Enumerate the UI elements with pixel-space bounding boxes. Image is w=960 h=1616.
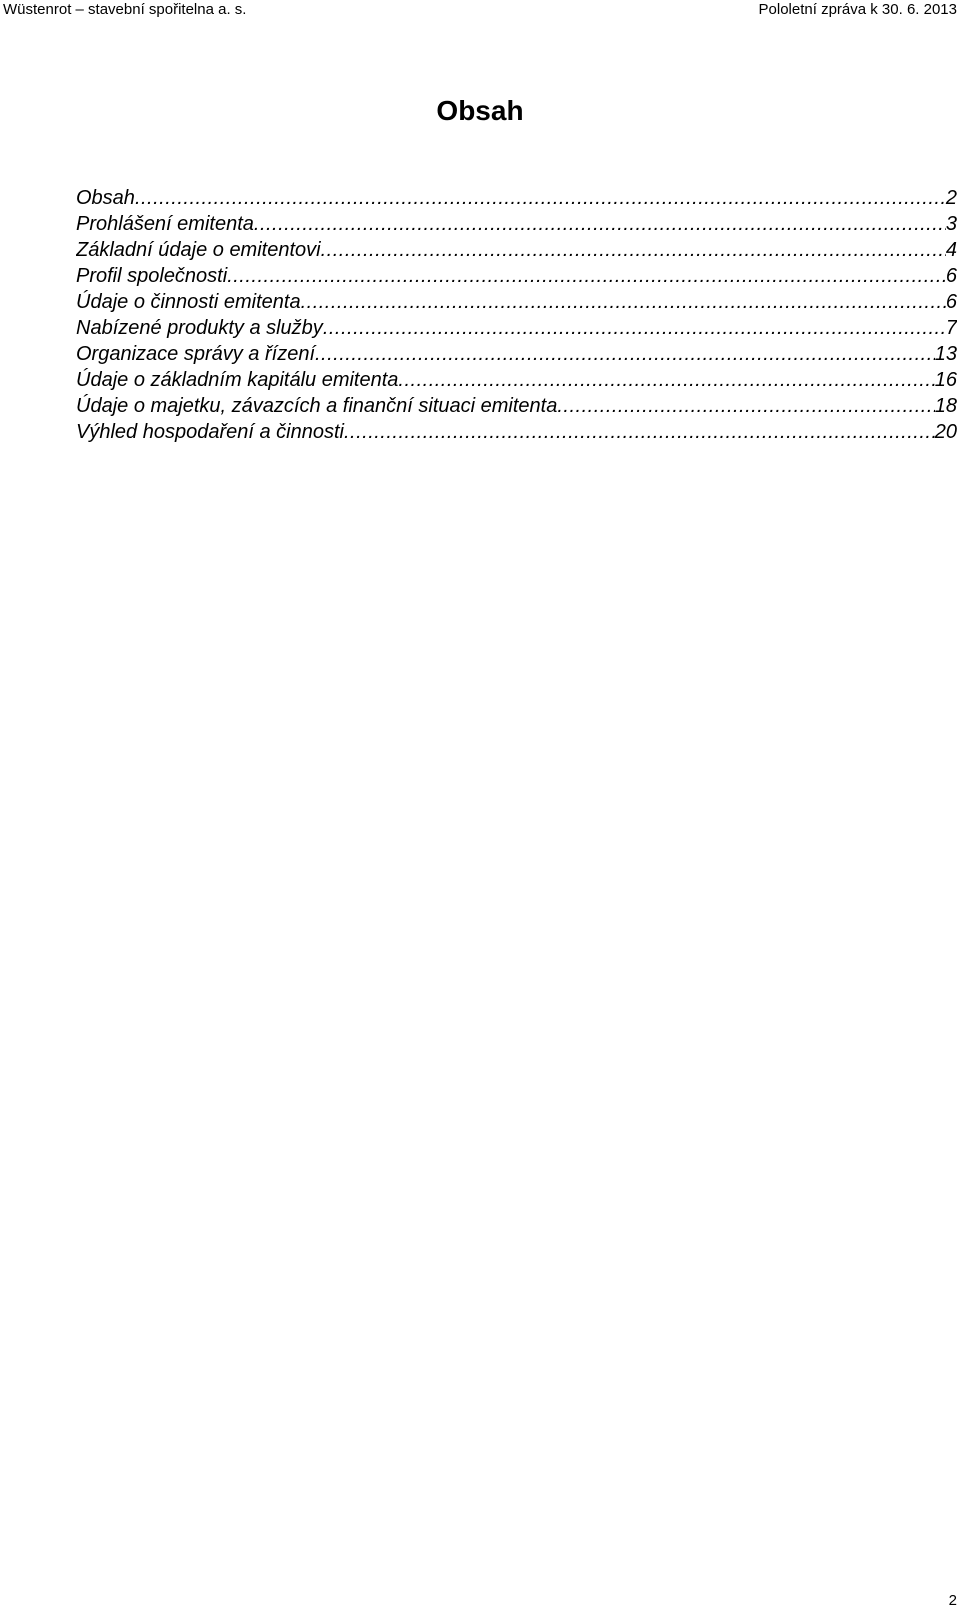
toc-entry-page: 6 xyxy=(945,291,957,313)
toc-entry-page: 20 xyxy=(934,421,957,443)
toc-entry[interactable] xyxy=(76,289,957,315)
toc-entry-label: Obsah xyxy=(76,187,135,209)
page-header xyxy=(0,0,960,22)
toc-dot-leader xyxy=(323,315,946,341)
toc-dot-leader xyxy=(344,419,935,445)
toc-entry-label: Nabízené produkty a služby xyxy=(76,317,323,339)
toc-entry[interactable] xyxy=(76,237,957,263)
toc-entry-label: Údaje o základním kapitálu emitenta xyxy=(76,369,399,391)
toc-entry-page: 6 xyxy=(945,265,957,287)
toc-entry-label: Výhled hospodaření a činnosti xyxy=(76,421,344,443)
toc-dot-leader xyxy=(254,211,946,237)
header-report-title: Pololetní zpráva k 30. 6. 2013 xyxy=(758,1,957,18)
toc-entry-label: Základní údaje o emitentovi xyxy=(76,239,321,261)
toc-entry[interactable] xyxy=(76,341,957,367)
header-company-name: Wüstenrot – stavební spořitelna a. s. xyxy=(3,1,247,18)
toc-dot-leader xyxy=(301,289,946,315)
page-number: 2 xyxy=(948,1592,957,1609)
toc-dot-leader xyxy=(315,341,935,367)
toc-dot-leader xyxy=(135,185,946,211)
toc-entry[interactable] xyxy=(76,367,957,393)
toc-entry[interactable] xyxy=(76,419,957,445)
toc-entry-page: 7 xyxy=(945,317,957,339)
toc-dot-leader xyxy=(557,393,934,419)
toc-entry-label: Prohlášení emitenta xyxy=(76,213,254,235)
toc-dot-leader xyxy=(398,367,934,393)
toc-entry-label: Údaje o majetku, závazcích a finanční situaci emitenta xyxy=(76,395,558,417)
toc-entry-label: Organizace správy a řízení xyxy=(76,343,315,365)
toc-entry-label: Profil společnosti xyxy=(76,265,228,287)
toc-entry[interactable] xyxy=(76,315,957,341)
toc-entry-page: 2 xyxy=(945,187,957,209)
toc-entry-label: Údaje o činnosti emitenta xyxy=(76,291,301,313)
table-of-contents xyxy=(76,185,957,445)
toc-entry-page: 16 xyxy=(934,369,957,391)
toc-entry[interactable] xyxy=(76,263,957,289)
toc-entry-page: 13 xyxy=(934,343,957,365)
toc-entry-page: 18 xyxy=(934,395,957,417)
toc-entry[interactable] xyxy=(76,393,957,419)
toc-entry[interactable] xyxy=(76,211,957,237)
toc-dot-leader xyxy=(321,237,946,263)
page-title: Obsah xyxy=(436,95,524,126)
toc-entry-page: 4 xyxy=(945,239,957,261)
toc-entry[interactable] xyxy=(76,185,957,211)
toc-dot-leader xyxy=(227,263,946,289)
toc-entry-page: 3 xyxy=(945,213,957,235)
